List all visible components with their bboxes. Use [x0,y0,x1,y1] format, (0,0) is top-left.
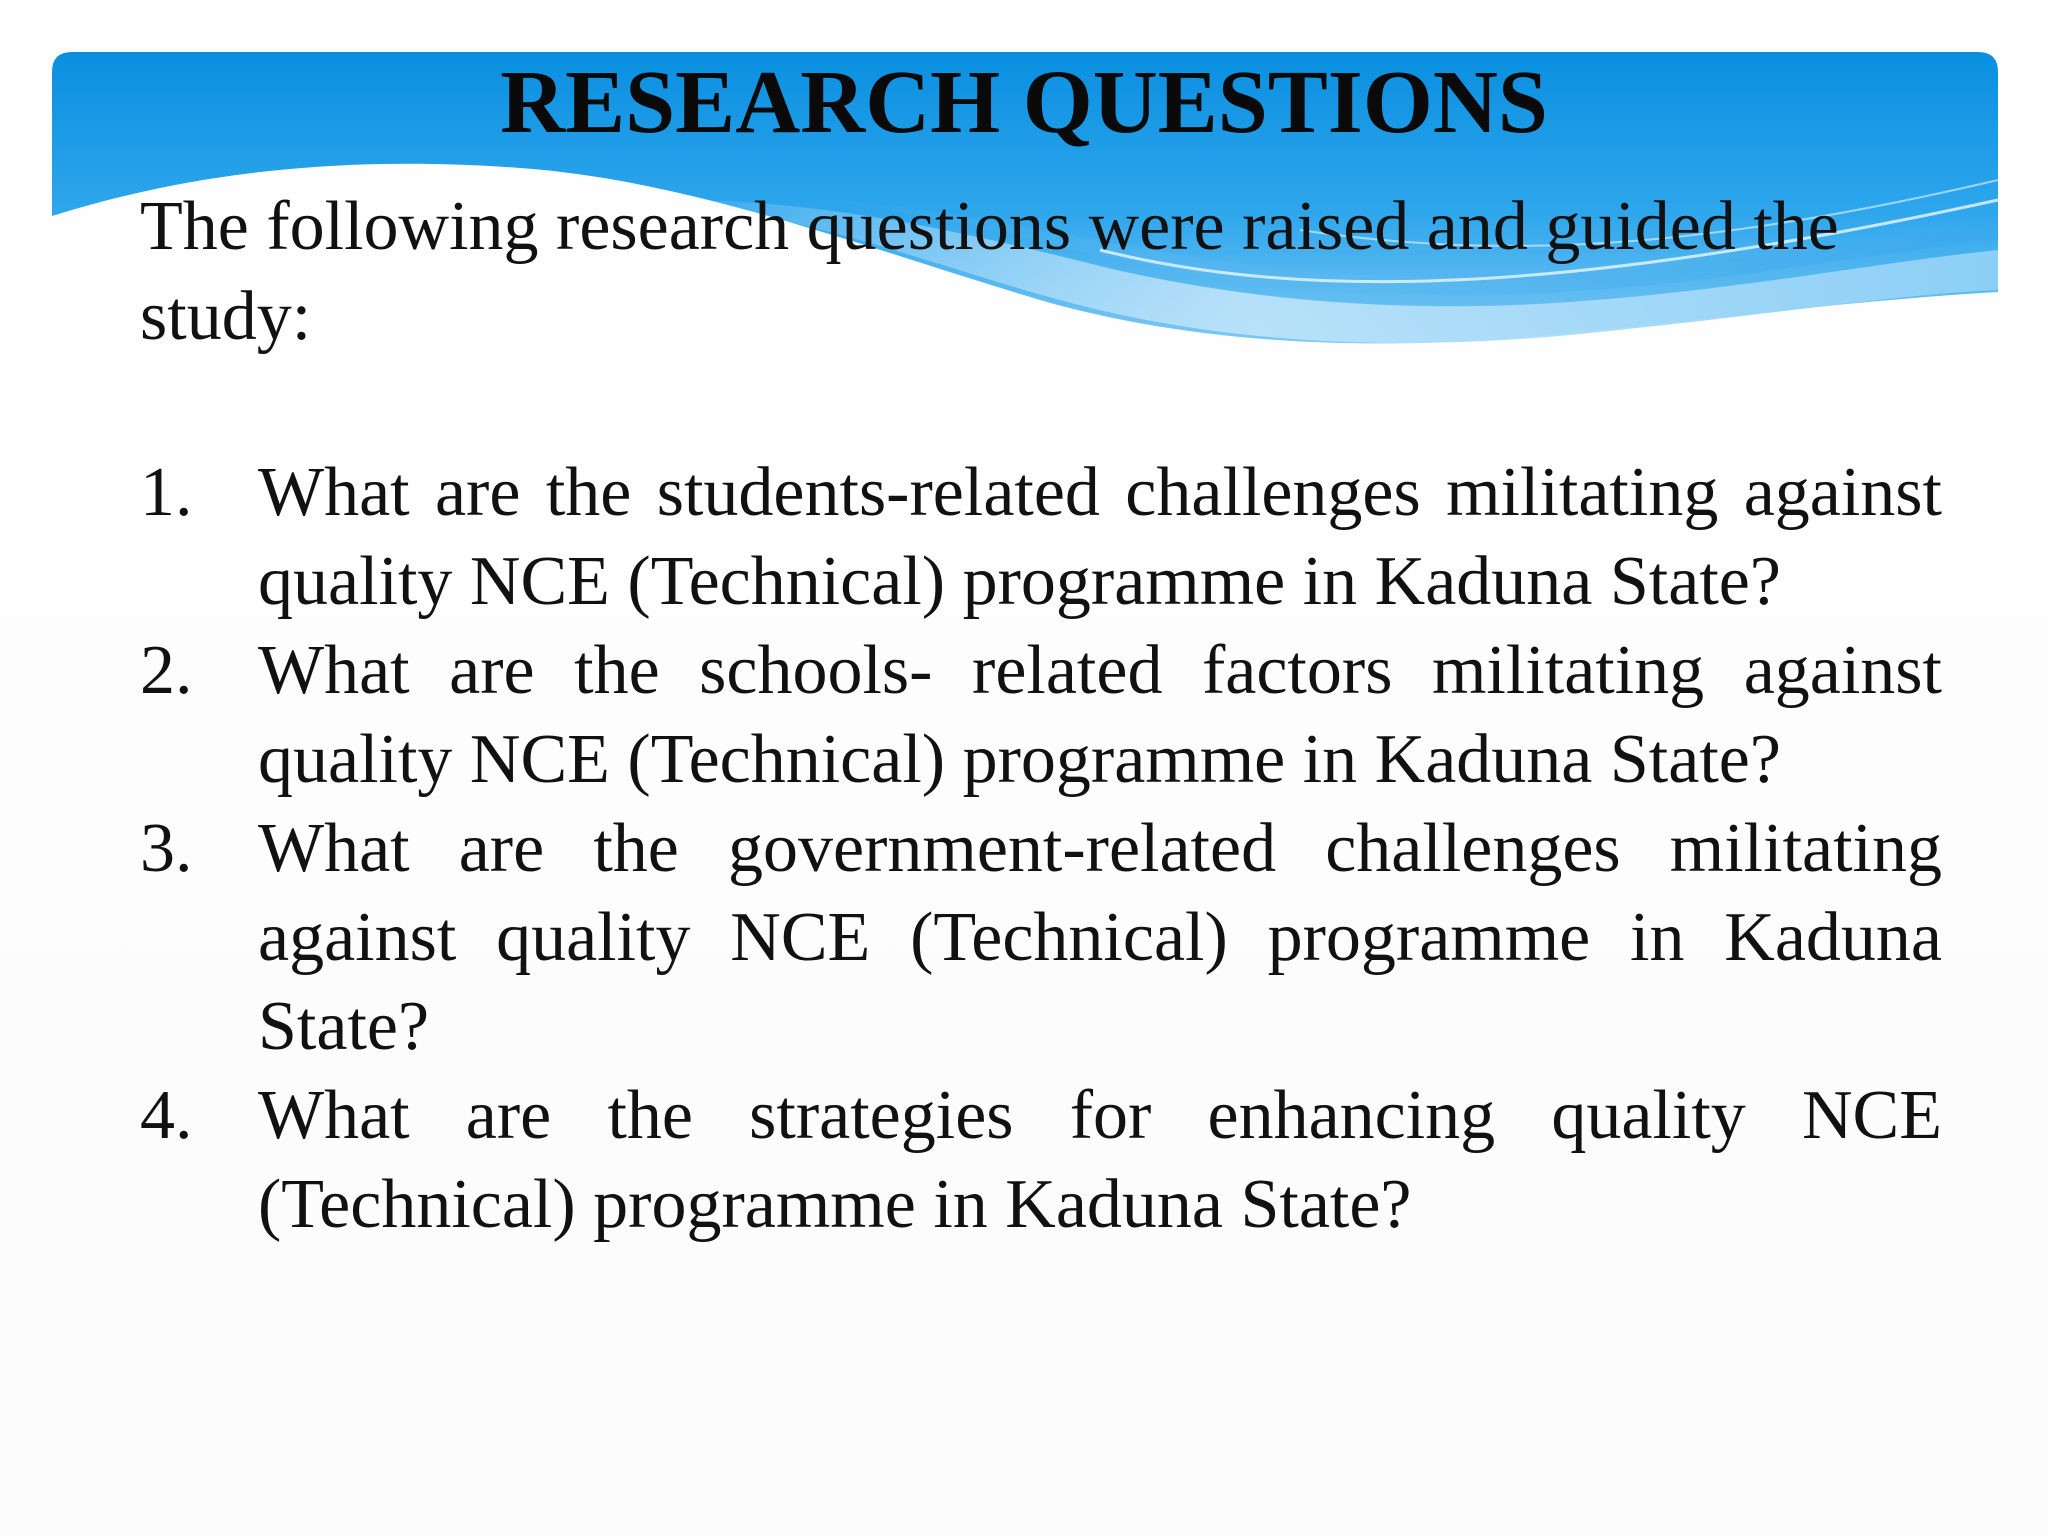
research-questions-list [140,448,1942,1249]
slide-title: RESEARCH QUESTIONS [500,53,1548,152]
list-item-number: 1. [140,454,193,531]
list-item [140,626,1942,804]
list-item [140,804,1942,1071]
intro-paragraph: The following research questions were raised and guided the study: [140,188,1839,355]
list-item-number: 3. [140,810,193,887]
list-item-number: 4. [140,1077,193,1154]
list-item-text: What are the government-related challenges militating against quality NCE (Technical) programme in Kaduna State? [258,810,1942,1065]
list-item-text: What are the students-related challenges militating against quality NCE (Technical) programme in Kaduna State? [258,454,1942,620]
list-item-text: What are the schools- related factors militating against quality NCE (Technical) programme in Kaduna State? [258,632,1942,798]
list-item [140,448,1942,626]
list-item-text: What are the strategies for enhancing quality NCE (Technical) programme in Kaduna State? [258,1077,1942,1243]
list-item-number: 2. [140,632,193,709]
list-item [140,1071,1942,1249]
